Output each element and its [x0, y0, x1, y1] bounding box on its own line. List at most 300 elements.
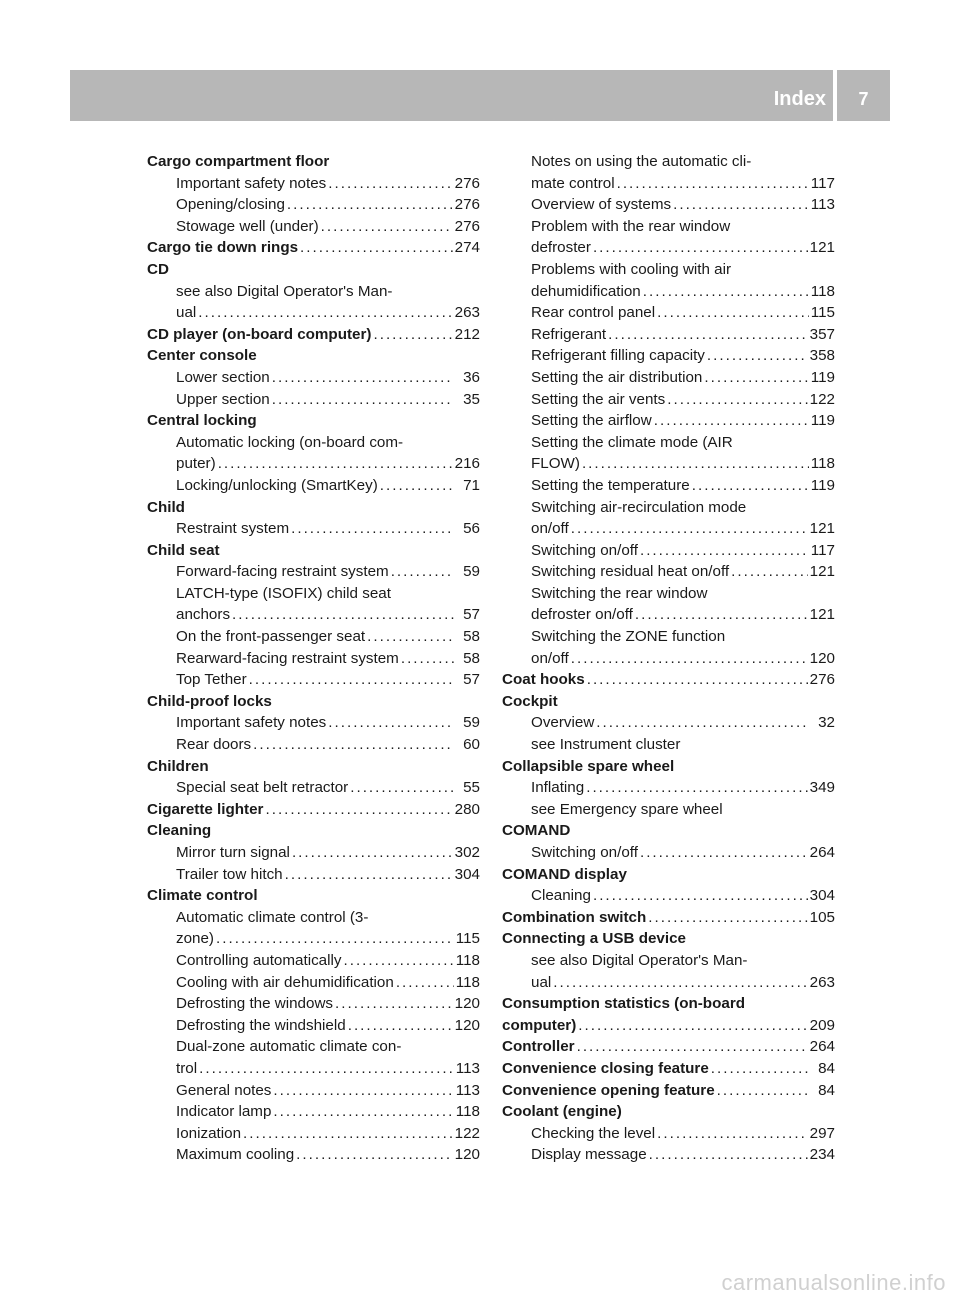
- leader-dots: [587, 669, 808, 691]
- entry-text: Overview of systems: [531, 196, 672, 214]
- entry-text: Opening/closing: [176, 196, 285, 214]
- entry-text: Controlling automatically: [176, 951, 342, 969]
- index-term: [147, 885, 480, 907]
- page-reference[interactable]: 118: [455, 1103, 480, 1121]
- entry-text: dehumidification: [531, 282, 641, 300]
- index-subentry: [147, 518, 480, 540]
- index-subentry: [502, 194, 835, 216]
- entry-text: CD: [147, 260, 169, 278]
- index-term: [502, 669, 835, 691]
- entry-text: Refrigerant filling capacity: [531, 347, 705, 365]
- entry-text: Rearward-facing restraint system: [176, 649, 399, 667]
- page-header: [70, 70, 890, 121]
- entry-text: Notes on using the automatic cli-: [531, 153, 752, 170]
- entry-text: Cockpit: [502, 692, 558, 710]
- entry-text: Defrosting the windshield: [176, 1016, 346, 1034]
- index-subentry: [502, 734, 835, 756]
- index-term: [502, 1101, 835, 1123]
- leader-dots: [273, 1101, 453, 1123]
- page-reference[interactable]: 117: [810, 541, 835, 559]
- leader-dots: [571, 518, 808, 540]
- index-subentry: [502, 173, 835, 195]
- entry-text: Rear control panel: [531, 304, 656, 322]
- leader-dots: [657, 302, 809, 324]
- index-subentry: [502, 1123, 835, 1145]
- leader-dots: [640, 842, 808, 864]
- entry-text: Connecting a USB device: [502, 930, 686, 948]
- index-subentry: [502, 583, 835, 605]
- entry-text: Special seat belt retractor: [176, 779, 349, 797]
- entry-text: mate control: [531, 174, 615, 192]
- index-subentry: [147, 302, 480, 324]
- leader-dots: [265, 799, 452, 821]
- entry-text: CD player (on-board computer): [147, 325, 372, 343]
- leader-dots: [285, 864, 453, 886]
- index-term: [502, 756, 835, 778]
- watermark: carmanualsonline.info: [721, 1270, 946, 1295]
- entry-text: Top Tether: [176, 671, 247, 689]
- entry-text: Controller: [502, 1038, 575, 1056]
- page-reference[interactable]: 122: [454, 1124, 480, 1142]
- page-reference[interactable]: 84: [818, 1059, 835, 1077]
- index-subentry: [502, 518, 835, 540]
- page-reference[interactable]: 121: [809, 563, 835, 581]
- leader-dots: [643, 281, 809, 303]
- entry-text: puter): [176, 455, 216, 473]
- index-subentry: [502, 950, 835, 972]
- leader-dots: [328, 173, 452, 195]
- page-reference[interactable]: 120: [454, 1016, 480, 1034]
- entry-text: anchors: [176, 606, 231, 624]
- index-term: [502, 1080, 835, 1102]
- entry-text: ual: [531, 973, 552, 991]
- index-subentry: [147, 475, 480, 497]
- index-subentry: [502, 799, 835, 821]
- page-reference[interactable]: 105: [809, 908, 835, 926]
- leader-dots: [328, 712, 454, 734]
- entry-text: defroster on/off: [531, 606, 633, 624]
- leader-dots: [707, 345, 808, 367]
- index-subentry: [502, 453, 835, 475]
- entry-text: Setting the air vents: [531, 390, 666, 408]
- entry-text: Children: [147, 757, 209, 775]
- entry-text: Important safety notes: [176, 174, 327, 192]
- leader-dots: [198, 302, 452, 324]
- leader-dots: [292, 842, 453, 864]
- leader-dots: [617, 173, 809, 195]
- index-subentry: [502, 302, 835, 324]
- leader-dots: [348, 1015, 453, 1037]
- index-subentry: [147, 453, 480, 475]
- page-reference[interactable]: 118: [810, 282, 835, 300]
- entry-text: Setting the airflow: [531, 412, 652, 430]
- index-subentry: [147, 648, 480, 670]
- leader-dots: [199, 1058, 454, 1080]
- entry-text: Dual-zone automatic climate con-: [176, 1038, 402, 1056]
- entry-text: Lower section: [176, 368, 270, 386]
- index-subentry: [147, 281, 480, 303]
- leader-dots: [582, 453, 809, 475]
- leader-dots: [571, 648, 808, 670]
- leader-dots: [335, 993, 453, 1015]
- index-term: [147, 540, 480, 562]
- page-reference[interactable]: 55: [463, 779, 480, 797]
- page-reference[interactable]: 349: [809, 779, 835, 797]
- page-reference[interactable]: 297: [809, 1124, 835, 1142]
- entry-text: Locking/unlocking (SmartKey): [176, 476, 378, 494]
- leader-dots: [608, 324, 808, 346]
- page-reference[interactable]: 209: [809, 1016, 835, 1034]
- index-subentry: [502, 626, 835, 648]
- entry-text: Overview: [531, 714, 595, 732]
- index-subentry: [502, 324, 835, 346]
- entry-text: Switching on/off: [531, 541, 638, 559]
- page-reference[interactable]: 264: [809, 844, 835, 861]
- entry-text: Switching residual heat on/off: [531, 563, 730, 581]
- entry-text: Maximum cooling: [176, 1146, 295, 1164]
- index-subentry: [147, 712, 480, 734]
- entry-text: Cleaning: [147, 822, 212, 840]
- index-subentry: [147, 842, 480, 864]
- page-reference[interactable]: 263: [454, 304, 480, 322]
- leader-dots: [272, 389, 454, 411]
- page-reference[interactable]: 57: [463, 671, 480, 689]
- entry-text: zone): [176, 930, 214, 948]
- index-term: [147, 799, 480, 821]
- entry-text: Setting the air distribution: [531, 368, 703, 386]
- leader-dots: [577, 1036, 808, 1058]
- index-subentry: [147, 432, 480, 454]
- leader-dots: [711, 1058, 809, 1080]
- index-subentry: [147, 1036, 480, 1058]
- index-term: [147, 410, 480, 432]
- index-term: [502, 993, 835, 1015]
- index-subentry: [502, 561, 835, 583]
- index-subentry: [147, 583, 480, 605]
- entry-text: On the front-passenger seat: [176, 628, 366, 646]
- index-term: [147, 691, 480, 713]
- page-reference[interactable]: 302: [454, 844, 480, 861]
- index-subentry: [147, 972, 480, 994]
- index-subentry: [502, 648, 835, 670]
- leader-dots: [249, 669, 454, 691]
- entry-text: Child: [147, 498, 185, 516]
- leader-dots: [373, 324, 452, 346]
- entry-text: Setting the climate mode (AIR: [531, 433, 733, 451]
- index-subentry: [502, 151, 835, 173]
- index-subentry: [502, 345, 835, 367]
- index-term: [147, 151, 480, 173]
- leader-dots: [396, 972, 454, 994]
- page-reference[interactable]: 212: [454, 325, 480, 343]
- index-term: [147, 497, 480, 519]
- index-subentry: [147, 777, 480, 799]
- index-term: [502, 1015, 835, 1037]
- index-subentry: [502, 259, 835, 281]
- index-subentry: [147, 604, 480, 626]
- entry-text: Switching on/off: [531, 844, 638, 861]
- page-reference[interactable]: 120: [454, 1146, 480, 1164]
- page-reference[interactable]: 113: [810, 196, 835, 214]
- index-subentry: [502, 432, 835, 454]
- index-subentry: [502, 237, 835, 259]
- index-subentry: [147, 194, 480, 216]
- leader-dots: [596, 712, 809, 734]
- page-reference[interactable]: 119: [810, 368, 835, 386]
- index-term: [502, 928, 835, 950]
- leader-dots: [578, 1015, 807, 1037]
- index-term: [147, 345, 480, 367]
- entry-text: Coat hooks: [502, 671, 585, 689]
- index-subentry: [502, 842, 835, 864]
- index-term: [147, 820, 480, 842]
- page-reference[interactable]: 32: [818, 714, 835, 732]
- entry-text: COMAND: [502, 822, 571, 840]
- index-subentry: [147, 626, 480, 648]
- leader-dots: [640, 540, 809, 562]
- index-term: [502, 820, 835, 842]
- index-subentry: [502, 281, 835, 303]
- entry-text: computer): [502, 1016, 577, 1034]
- entry-text: see also Digital Operator's Man-: [531, 951, 748, 969]
- page-reference[interactable]: 113: [455, 1059, 480, 1077]
- leader-dots: [673, 194, 809, 216]
- page-reference[interactable]: 115: [455, 930, 480, 948]
- entry-text: FLOW): [531, 455, 580, 473]
- page-reference[interactable]: 120: [454, 995, 480, 1013]
- entry-text: ual: [176, 304, 197, 322]
- leader-dots: [350, 777, 454, 799]
- entry-text: trol: [176, 1059, 198, 1077]
- index-subentry: [147, 1101, 480, 1123]
- page-reference[interactable]: 263: [809, 973, 835, 991]
- entry-text: see Instrument cluster: [531, 736, 681, 754]
- entry-text: Consumption statistics (on-board: [502, 995, 745, 1013]
- index-term: [502, 864, 835, 886]
- entry-text: on/off: [531, 649, 569, 667]
- entry-text: see Emergency spare wheel: [531, 800, 723, 818]
- entry-text: Cargo tie down rings: [147, 239, 299, 257]
- entry-text: defroster: [531, 239, 591, 257]
- page-reference[interactable]: 274: [454, 239, 480, 257]
- leader-dots: [321, 216, 453, 238]
- entry-text: Setting the temperature: [531, 476, 690, 494]
- page-reference[interactable]: 280: [454, 800, 480, 818]
- page-reference[interactable]: 122: [809, 390, 835, 408]
- entry-text: Switching air-recirculation mode: [531, 498, 747, 516]
- entry-text: Collapsible spare wheel: [502, 757, 675, 775]
- page-reference[interactable]: 60: [463, 736, 480, 754]
- index-subentry: [147, 950, 480, 972]
- index-subentry: [147, 928, 480, 950]
- index-subentry: [147, 1144, 480, 1166]
- page-reference[interactable]: 35: [463, 390, 480, 408]
- page-reference[interactable]: 118: [455, 973, 480, 991]
- entry-text: Coolant (engine): [502, 1103, 622, 1121]
- index-term: [502, 907, 835, 929]
- index-term: [147, 324, 480, 346]
- index-subentry: [147, 389, 480, 411]
- entry-text: Switching the rear window: [531, 584, 708, 602]
- index-subentry: [502, 367, 835, 389]
- index-subentry: [502, 216, 835, 238]
- page-reference[interactable]: 57: [463, 606, 480, 624]
- page-reference[interactable]: 59: [463, 714, 480, 732]
- index-subentry: [147, 734, 480, 756]
- entry-text: Inflating: [531, 779, 585, 797]
- page-reference[interactable]: 304: [454, 865, 480, 883]
- entry-text: Problem with the rear window: [531, 217, 731, 235]
- entry-text: Indicator lamp: [176, 1103, 272, 1121]
- index-term: [502, 691, 835, 713]
- entry-text: Rear doors: [176, 736, 252, 754]
- leader-dots: [391, 561, 454, 583]
- leader-dots: [657, 1123, 808, 1145]
- leader-dots: [401, 648, 454, 670]
- index-subentry: [147, 1058, 480, 1080]
- page-reference[interactable]: 117: [810, 174, 835, 192]
- leader-dots: [667, 389, 807, 411]
- page-reference[interactable]: 119: [810, 476, 835, 494]
- leader-dots: [593, 237, 808, 259]
- page-reference[interactable]: 264: [809, 1038, 835, 1056]
- entry-text: Automatic climate control (3-: [176, 908, 369, 926]
- index-term: [147, 237, 480, 259]
- index-subentry: [502, 497, 835, 519]
- leader-dots: [273, 1080, 453, 1102]
- index-subentry: [147, 1123, 480, 1145]
- index-column-left: [147, 151, 480, 1166]
- entry-text: Convenience opening feature: [502, 1081, 715, 1099]
- entry-text: Important safety notes: [176, 714, 327, 732]
- page-reference[interactable]: 118: [810, 455, 835, 473]
- page-reference[interactable]: 121: [809, 606, 835, 624]
- index-term: [502, 1058, 835, 1080]
- leader-dots: [648, 907, 807, 929]
- leader-dots: [253, 734, 454, 756]
- index-column-right: [502, 151, 835, 1166]
- entry-text: Convenience closing feature: [502, 1059, 709, 1077]
- leader-dots: [593, 885, 808, 907]
- page-reference[interactable]: 276: [454, 217, 480, 235]
- entry-text: Trailer tow hitch: [176, 865, 283, 883]
- entry-text: Problems with cooling with air: [531, 260, 732, 278]
- leader-dots: [218, 453, 453, 475]
- leader-dots: [586, 777, 807, 799]
- entry-text: Cleaning: [531, 887, 591, 905]
- page-reference[interactable]: 71: [463, 476, 480, 494]
- leader-dots: [232, 604, 454, 626]
- entry-text: LATCH-type (ISOFIX) child seat: [176, 584, 391, 602]
- index-term: [147, 756, 480, 778]
- entry-text: Central locking: [147, 412, 257, 430]
- index-subentry: [147, 561, 480, 583]
- entry-text: on/off: [531, 520, 569, 538]
- index-subentry: [502, 712, 835, 734]
- index-subentry: [147, 669, 480, 691]
- page-reference[interactable]: 234: [809, 1146, 835, 1164]
- page-number: 7: [858, 89, 869, 109]
- page-reference[interactable]: 276: [809, 671, 835, 689]
- leader-dots: [291, 518, 454, 540]
- entry-text: Checking the level: [531, 1124, 656, 1142]
- page-reference[interactable]: 58: [463, 649, 480, 667]
- entry-text: Forward-facing restraint system: [176, 563, 389, 581]
- index-subentry: [502, 389, 835, 411]
- entry-text: see also Digital Operator's Man-: [176, 282, 393, 300]
- leader-dots: [287, 194, 453, 216]
- entry-text: Child-proof locks: [147, 692, 272, 710]
- page-reference[interactable]: 113: [455, 1081, 480, 1099]
- leader-dots: [300, 237, 453, 259]
- index-subentry: [502, 410, 835, 432]
- entry-text: Cargo compartment floor: [147, 153, 330, 170]
- entry-text: Combination switch: [502, 908, 647, 926]
- index-subentry: [502, 475, 835, 497]
- page-reference[interactable]: 357: [809, 325, 835, 343]
- leader-dots: [717, 1080, 809, 1102]
- page-reference[interactable]: 121: [809, 239, 835, 257]
- leader-dots: [731, 561, 808, 583]
- leader-dots: [296, 1144, 452, 1166]
- page-reference[interactable]: 84: [818, 1081, 835, 1099]
- leader-dots: [654, 410, 809, 432]
- page-reference[interactable]: 36: [463, 368, 480, 386]
- leader-dots: [243, 1123, 453, 1145]
- index-subentry: [502, 885, 835, 907]
- leader-dots: [272, 367, 454, 389]
- page-reference[interactable]: 115: [810, 304, 835, 322]
- index-subentry: [147, 367, 480, 389]
- page-reference[interactable]: 358: [809, 347, 835, 365]
- entry-text: Stowage well (under): [176, 217, 319, 235]
- entry-text: General notes: [176, 1081, 272, 1099]
- index-subentry: [502, 777, 835, 799]
- index-subentry: [502, 604, 835, 626]
- index-subentry: [502, 972, 835, 994]
- page-reference[interactable]: 118: [455, 951, 480, 969]
- index-subentry: [147, 216, 480, 238]
- index-term: [502, 1036, 835, 1058]
- entry-text: Cooling with air dehumidification: [176, 973, 394, 991]
- page-reference[interactable]: 121: [809, 520, 835, 538]
- leader-dots: [704, 367, 808, 389]
- index-subentry: [147, 993, 480, 1015]
- page-reference[interactable]: 304: [809, 887, 835, 905]
- entry-text: Ionization: [176, 1124, 242, 1142]
- page-reference[interactable]: 276: [454, 196, 480, 214]
- page-reference[interactable]: 58: [463, 628, 480, 646]
- index-subentry: [147, 173, 480, 195]
- index-term: [147, 259, 480, 281]
- page-reference[interactable]: 119: [810, 412, 835, 430]
- entry-text: Child seat: [147, 541, 220, 559]
- page-reference[interactable]: 59: [463, 563, 480, 581]
- entry-text: Cigarette lighter: [147, 800, 264, 818]
- index-subentry: [147, 907, 480, 929]
- entry-text: Climate control: [147, 887, 258, 905]
- index-subentry: [147, 864, 480, 886]
- index-subentry: [502, 540, 835, 562]
- page-reference[interactable]: 120: [809, 649, 835, 667]
- page-reference[interactable]: 276: [454, 174, 480, 192]
- section-title: Index: [773, 88, 826, 110]
- entry-text: Defrosting the windows: [176, 995, 334, 1013]
- leader-dots: [367, 626, 454, 648]
- page-reference[interactable]: 56: [463, 520, 480, 538]
- page-reference[interactable]: 216: [454, 455, 480, 473]
- index-subentry: [147, 1015, 480, 1037]
